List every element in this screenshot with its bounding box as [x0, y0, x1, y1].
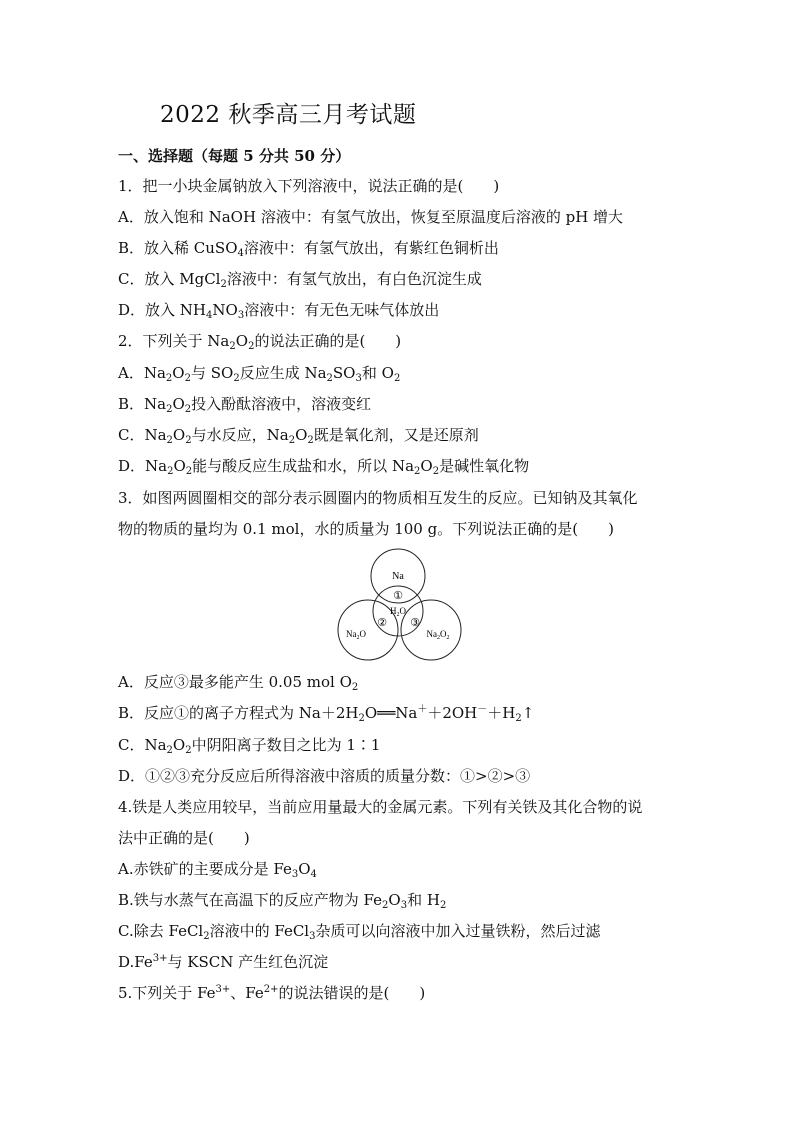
- label-reaction-3: ③: [410, 616, 420, 629]
- q4-option-b: B.铁与水蒸气在高温下的反应产物为 $Fe_2O_3$和 $H_2$: [118, 891, 447, 911]
- venn-diagram: [330, 545, 470, 663]
- q3-option-a: A．反应③最多能产生 0.05 mol $O_2$: [118, 673, 359, 693]
- label-na2o2: $Na_2O_2$: [426, 629, 450, 641]
- q3-stem-line2: 物的物质的量均为 0.1 mol，水的质量为 100 g。下列说法正确的是( ): [118, 520, 614, 538]
- q3-stem-line1: 3．如图两圆圈相交的部分表示圆圈内的物质相互发生的反应。已知钠及其氧化: [118, 489, 638, 507]
- label-na2o: $Na_2O$: [346, 629, 366, 641]
- q3-option-b: B．反应①的离子方程式为 $Na+2H_2O══Na^++2OH^-+H_2↑$: [118, 704, 535, 724]
- label-h2o: $H_2O$: [390, 606, 406, 618]
- q2-option-c: C．$Na_2O_2$与水反应，$Na_2O_2$既是氧化剂，又是还原剂: [118, 426, 479, 446]
- q1-stem: 1．把一小块金属钠放入下列溶液中，说法正确的是( ): [118, 177, 500, 195]
- q2-stem: 2．下列关于 $Na_2O_2$的说法正确的是( ): [118, 332, 402, 352]
- q4-option-c: C.除去 FeCl$_2$溶液中的 FeCl$_3$杂质可以向溶液中加入过量铁粉，然后过滤: [118, 922, 601, 942]
- q4-stem-line1: 4.铁是人类应用较早，当前应用量最大的金属元素。下列有关铁及其化合物的说: [118, 798, 643, 816]
- q5-stem: 5.下列关于 $Fe^{3+}$、$Fe^{2+}$的说法错误的是( ): [118, 984, 426, 1002]
- page-title: 2022 秋季高三月考试题: [160, 102, 417, 128]
- q4-option-a: A.赤铁矿的主要成分是 $Fe_3O_4$: [118, 860, 317, 880]
- label-reaction-2: ②: [377, 616, 387, 629]
- label-na: Na: [392, 571, 404, 582]
- q1-option-a: A．放入饱和 NaOH 溶液中：有氢气放出，恢复至原温度后溶液的 pH 增大: [118, 208, 624, 226]
- q2-option-b: B．$Na_2O_2$投入酚酞溶液中，溶液变红: [118, 395, 372, 415]
- section-heading: 一、选择题（每题 5 分共 50 分）: [118, 147, 351, 165]
- q4-stem-line2: 法中正确的是( ): [118, 829, 250, 847]
- label-reaction-1: ①: [393, 589, 403, 602]
- q1-option-b: B．放入稀 CuSO$_4$溶液中：有氢气放出，有紫红色铜析出: [118, 239, 499, 259]
- q2-option-a: A．$Na_2O_2$与 $SO_2$反应生成 $Na_2SO_3$和 $O_2$: [118, 364, 401, 384]
- q1-option-c: C．放入 MgCl$_2$溶液中：有氢气放出，有白色沉淀生成: [118, 270, 482, 290]
- q4-option-d: $D.Fe^{3+}$与 KSCN 产生红色沉淀: [118, 953, 329, 971]
- q3-option-d: D．①②③充分反应后所得溶液中溶质的质量分数：①>②>③: [118, 767, 531, 785]
- q2-option-d: D．$Na_2O_2$能与酸反应生成盐和水，所以 $Na_2O_2$是碱性氧化物: [118, 457, 530, 477]
- q1-option-d: D．放入 $NH_4NO_3$溶液中：有无色无味气体放出: [118, 301, 440, 321]
- q3-option-c: C．$Na_2O_2$中阴阳离子数目之比为 1∶1: [118, 736, 381, 756]
